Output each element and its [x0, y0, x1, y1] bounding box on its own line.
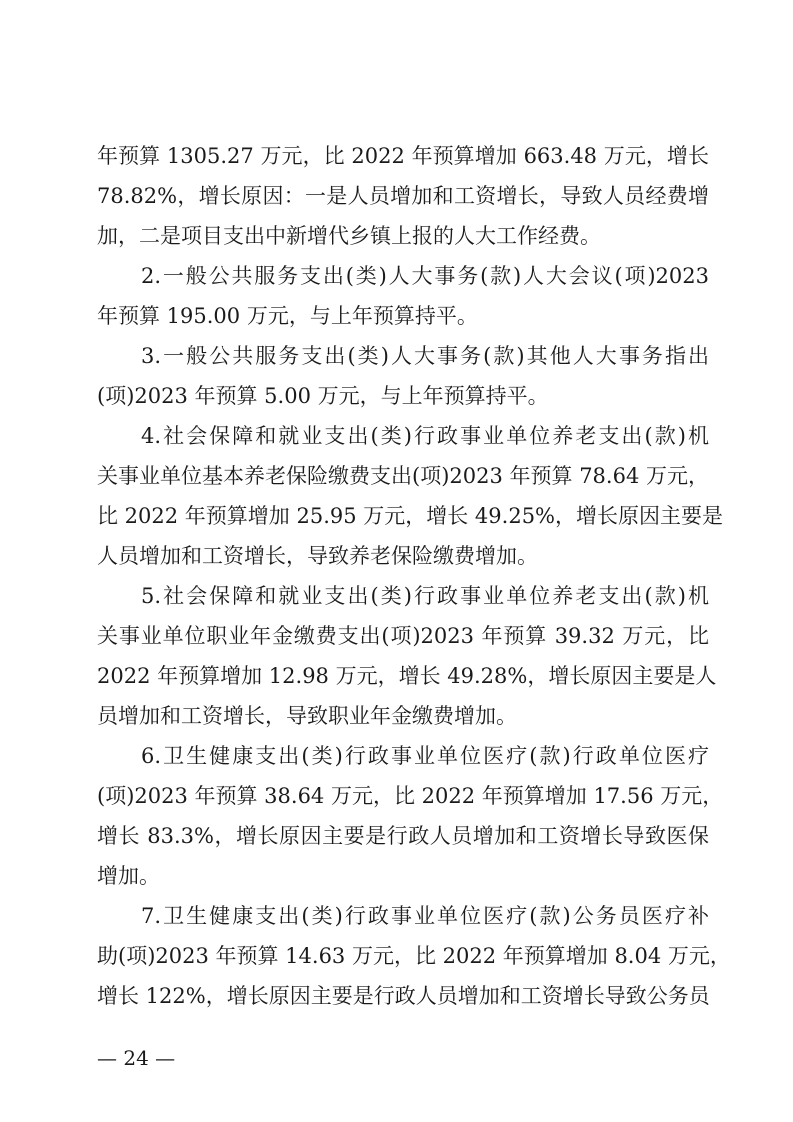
text-line: 比 2022 年预算增加 25.95 万元，增长 49.25%，增长原因主要是 — [97, 504, 724, 528]
text-line: 增加。 — [97, 864, 160, 888]
paragraph-1 — [97, 136, 709, 256]
text-line: (项)2023 年预算 38.64 万元，比 2022 年预算增加 17.56 万元， — [97, 784, 724, 808]
page-number: — 24 — — [97, 1046, 176, 1070]
text-line: 3.一般公共服务支出(类)人大事务(款)其他人大事务指出 — [141, 344, 709, 368]
text-line: 加，二是项目支出中新增代乡镇上报的人大工作经费。 — [97, 224, 601, 248]
text-line: 78.82%，增长原因：一是人员增加和工资增长，导致人员经费增 — [97, 184, 709, 208]
text-line: 5.社会保障和就业支出(类)行政事业单位养老支出(款)机 — [141, 584, 709, 608]
text-line: 2022 年预算增加 12.98 万元，增长 49.28%，增长原因主要是人 — [97, 664, 717, 688]
text-line: 增长 83.3%，增长原因主要是行政人员增加和工资增长导致医保 — [97, 824, 709, 848]
text-line: 7.卫生健康支出(类)行政事业单位医疗(款)公务员医疗补 — [141, 904, 709, 928]
paragraph-4 — [97, 416, 724, 576]
text-line: 关事业单位职业年金缴费支出(项)2023 年预算 39.32 万元，比 — [97, 624, 709, 648]
text-line: 年预算 1305.27 万元，比 2022 年预算增加 663.48 万元，增长 — [97, 144, 709, 168]
text-line: 6.卫生健康支出(类)行政事业单位医疗(款)行政单位医疗 — [141, 744, 709, 768]
paragraph-6 — [97, 736, 724, 896]
paragraph-5 — [97, 576, 717, 736]
text-line: 4.社会保障和就业支出(类)行政事业单位养老支出(款)机 — [141, 424, 709, 448]
text-line: 2.一般公共服务支出(类)人大事务(款)人大会议(项)2023 — [141, 264, 709, 288]
text-line: (项)2023 年预算 5.00 万元，与上年预算持平。 — [97, 384, 549, 408]
text-line: 关事业单位基本养老保险缴费支出(项)2023 年预算 78.64 万元， — [97, 464, 709, 488]
text-line: 助(项)2023 年预算 14.63 万元，比 2022 年预算增加 8.04 万元， — [97, 944, 731, 968]
paragraph-2 — [97, 256, 709, 336]
text-line: 员增加和工资增长，导致职业年金缴费增加。 — [97, 704, 517, 728]
document-body — [97, 136, 731, 1016]
text-line: 人员增加和工资增长，导致养老保险缴费增加。 — [97, 544, 538, 568]
text-line: 年预算 195.00 万元，与上年预算持平。 — [97, 304, 478, 328]
text-line: 增长 122%，增长原因主要是行政人员增加和工资增长导致公务员 — [97, 984, 710, 1008]
paragraph-7 — [97, 896, 731, 1016]
paragraph-3 — [97, 336, 709, 416]
